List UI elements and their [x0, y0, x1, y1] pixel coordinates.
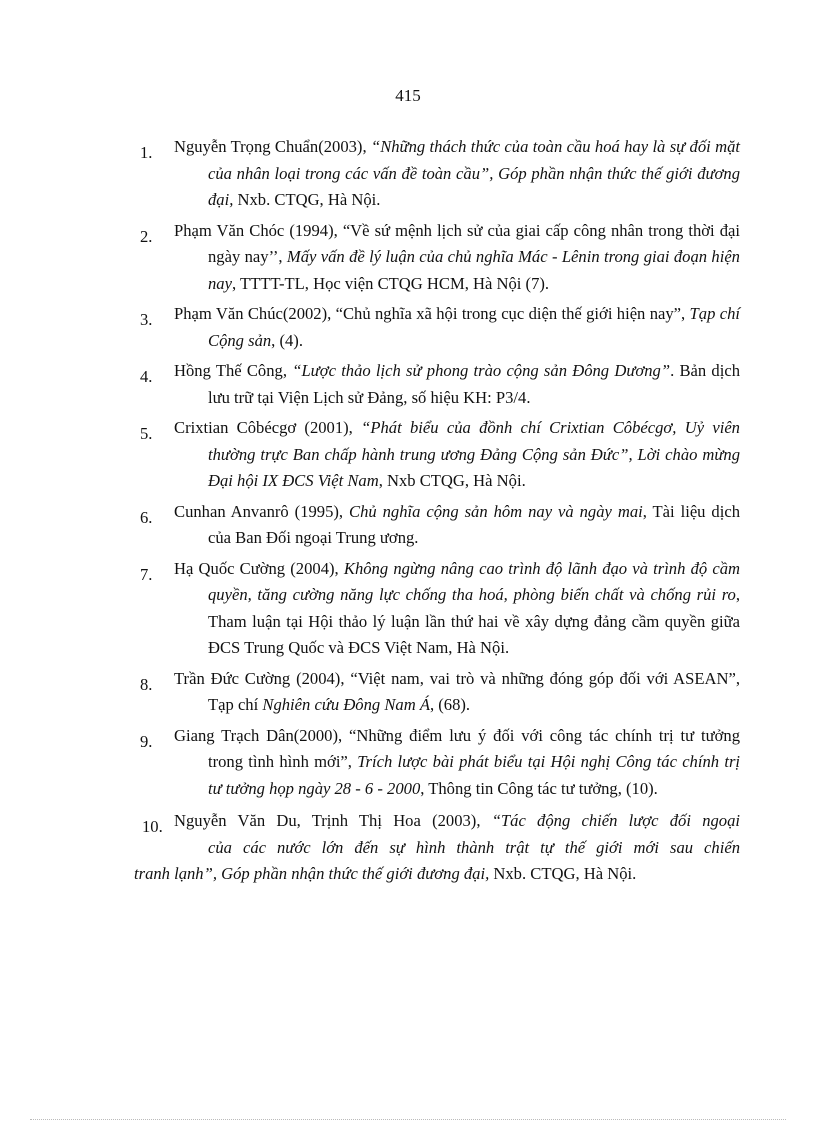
reference-item [134, 415, 740, 495]
reference-body [134, 218, 740, 298]
reference-text: Nxb. CTQG, Hà Nội. [233, 190, 381, 209]
reference-number: 2. [140, 226, 153, 246]
reference-text: Hồng Thế Công, [174, 361, 293, 380]
reference-text: Trần Đức Cường (2004), “Việt nam, vai trò và những đóng góp đối với ASEAN”, Tạp chí [174, 668, 740, 714]
reference-italic-text: của các nước lớn đến sự hình thành trật tự thế giới mới sau chiến [208, 837, 740, 857]
reference-body [134, 723, 740, 803]
reference-line [134, 861, 740, 888]
reference-number: 3. [140, 310, 153, 329]
reference-number: 9. [140, 731, 153, 751]
page-bottom-rule [30, 1119, 786, 1120]
reference-item [134, 218, 740, 298]
reference-italic-text: “Những thách thức của toàn cầu hoá hay là sự đối mặt của nhân loại trong các vấn đề toàn cầu”, Góp phần nhận thức thế giới đương đại, [208, 137, 740, 209]
reference-body [134, 415, 740, 495]
reference-text: , Thông tin Công tác tư tưởng, (10). [420, 778, 658, 798]
reference-body [134, 301, 740, 354]
reference-item [134, 301, 740, 354]
reference-text: Nguyễn Trọng Chuẩn(2003), [174, 137, 371, 156]
reference-list [134, 134, 740, 892]
reference-italic-text: Mấy vấn đề lý luận của chủ nghĩa Mác - Lênin trong giai đoạn hiện nay [208, 247, 740, 293]
reference-item [134, 499, 740, 552]
reference-item [134, 723, 740, 803]
reference-body [134, 499, 740, 552]
reference-italic-text: Nghiên cứu Đông Nam Á [262, 695, 430, 714]
reference-text: Hạ Quốc Cường (2004), [174, 558, 344, 578]
reference-item [134, 134, 740, 214]
reference-text: , TTTT-TL, Học viện CTQG HCM, Hà Nội (7). [231, 273, 550, 293]
reference-number: 8. [140, 674, 153, 694]
reference-item [134, 556, 740, 662]
reference-text: , (68). [429, 695, 471, 714]
reference-number: 4. [140, 367, 153, 386]
reference-number: 1. [140, 143, 153, 162]
page-number: 415 [395, 86, 421, 105]
reference-text: Cunhan Anvanrô (1995), [174, 501, 350, 521]
reference-text: , Tài liệu dịch của Ban Đối ngoại Trung ương. [208, 501, 740, 547]
reference-item [134, 358, 740, 411]
reference-text: Phạm Văn Chúc(2002), “Chủ nghĩa xã hội trong cục diện thế giới hiện nay”, [174, 304, 690, 323]
reference-text: , Tham luận tại Hội thảo lý luận lần thứ hai về xây dựng đảng cầm quyền giữa ĐCS Trung Quốc và ĐCS Việt Nam, [208, 585, 740, 657]
reference-text: Nxb. CTQG, Hà Nội. [489, 864, 637, 883]
reference-italic-text: Không ngừng nâng cao trình độ lãnh đạo và trình độ cầm quyền, tăng cường năng lực chống tha hoá, phòng biến chất và chống rủi ro [208, 558, 741, 604]
reference-line [134, 835, 740, 862]
reference-item [134, 808, 740, 888]
reference-text: Crixtian Côbécgơ (2001), [174, 418, 362, 437]
reference-number: 10. [142, 817, 163, 836]
reference-body [134, 134, 740, 214]
reference-text: Nguyễn Văn Du, Trịnh Thị Hoa (2003), [174, 811, 492, 830]
reference-body [134, 666, 740, 719]
reference-number: 7. [140, 564, 153, 584]
reference-body [134, 556, 740, 662]
reference-text: Giang Trạch Dân(2000), “Những điểm lưu ý đối với công tác chính trị tư tưởng trong tình hình mới”, [174, 725, 740, 771]
reference-text: , Nxb CTQG, Hà Nội. [378, 471, 526, 490]
reference-italic-text: “Phát biểu của đồnh chí Crixtian Côbécgơ, Uỷ viên thường trực Ban chấp hành trung ương Đảng Cộng sản Đức”, Lời chào mừng Đại hội IX ĐCS Việt Nam [208, 418, 740, 490]
reference-line [134, 808, 740, 835]
reference-text: . Bản dịch lưu trữ tại Viện Lịch sử Đảng, số hiệu KH: P3/4. [208, 361, 740, 407]
reference-body [134, 358, 740, 411]
reference-number: 5. [140, 424, 153, 443]
reference-number: 6. [140, 507, 153, 527]
reference-text: Phạm Văn Chóc (1994), “Về sứ mệnh lịch sử của giai cấp công nhân trong thời đại ngày nay’’, [174, 220, 740, 266]
reference-text: Hà Nội. [456, 638, 510, 657]
reference-text: , (4). [271, 330, 303, 350]
reference-italic-text: tranh lạnh”, Góp phần nhận thức thế giới đương đại, [134, 864, 490, 883]
reference-item [134, 666, 740, 719]
reference-italic-text: Chủ nghĩa cộng sản hôm nay và ngày mai [349, 501, 643, 521]
reference-italic-text: “Tác động chiến lược đối ngoại [491, 811, 740, 830]
reference-italic-text: “Lược thảo lịch sử phong trào cộng sản Đông Dương” [292, 361, 671, 380]
reference-italic-text: Trích lược bài phát biểu tại Hội nghị Công tác chính trị tư tưởng họp ngày 28 - 6 - 2000 [208, 752, 741, 798]
reference-italic-text: Tạp chí Cộng sản [208, 304, 740, 350]
